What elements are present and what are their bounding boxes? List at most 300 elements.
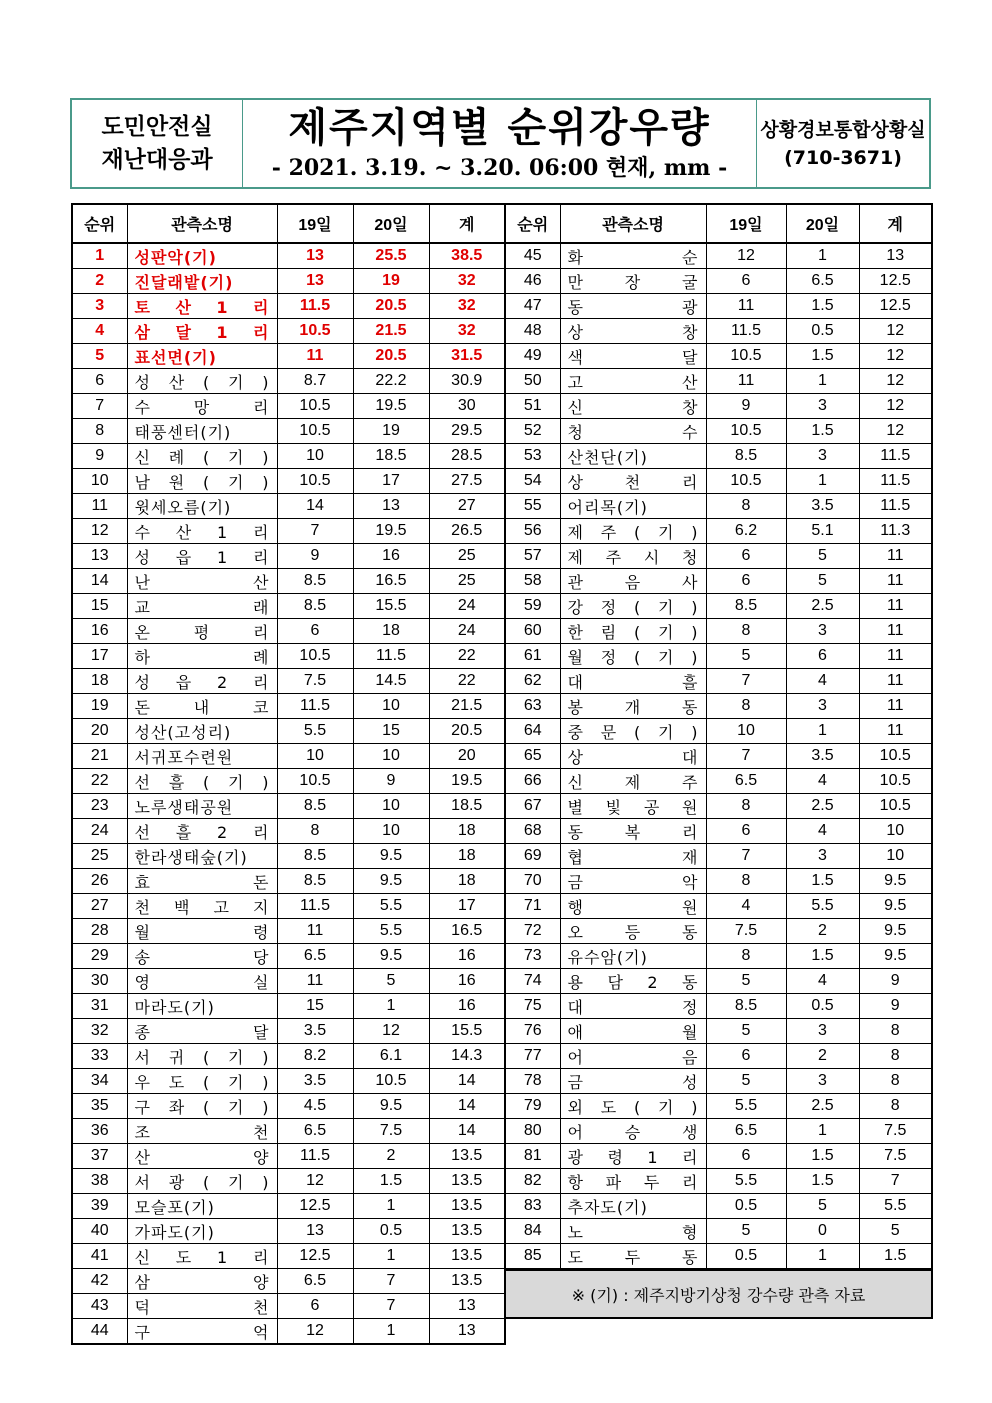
day19-cell: 8.5 — [706, 594, 786, 619]
rank-cell: 15 — [72, 594, 127, 619]
rank-cell: 11 — [72, 494, 127, 519]
total-cell: 28.5 — [429, 444, 505, 469]
day20-cell: 3 — [786, 619, 859, 644]
day19-cell: 8 — [706, 494, 786, 519]
total-cell: 32 — [429, 294, 505, 319]
day20-cell: 6 — [786, 644, 859, 669]
day20-cell: 3.5 — [786, 744, 859, 769]
total-cell: 11 — [859, 619, 932, 644]
table-row — [505, 294, 932, 319]
rank-cell: 74 — [505, 969, 560, 994]
rank-cell: 58 — [505, 569, 560, 594]
total-cell: 32 — [429, 269, 505, 294]
rank-cell: 44 — [72, 1319, 127, 1345]
day19-cell: 0.5 — [706, 1244, 786, 1269]
table-row — [72, 469, 505, 494]
station-cell: 제 주 시 청 — [560, 544, 706, 569]
day20-cell: 2.5 — [786, 794, 859, 819]
col-rank: 순위 — [505, 204, 560, 243]
total-cell: 12 — [859, 369, 932, 394]
day20-cell: 7 — [353, 1269, 429, 1294]
day19-cell: 11.5 — [277, 894, 353, 919]
table-row — [505, 1019, 932, 1044]
table-row — [72, 1044, 505, 1069]
day20-cell: 0.5 — [353, 1219, 429, 1244]
day20-cell: 4 — [786, 969, 859, 994]
day20-cell: 5 — [353, 969, 429, 994]
table-row — [72, 1269, 505, 1294]
station-cell: 금 성 — [560, 1069, 706, 1094]
day20-cell: 19.5 — [353, 519, 429, 544]
rank-cell: 39 — [72, 1194, 127, 1219]
table-row — [505, 919, 932, 944]
table-header-row — [505, 204, 932, 243]
total-cell: 13.5 — [429, 1244, 505, 1269]
rank-cell: 16 — [72, 619, 127, 644]
day19-cell: 6 — [706, 1144, 786, 1169]
day20-cell: 10 — [353, 694, 429, 719]
station-cell: 윗세오름(기) — [127, 494, 277, 519]
day20-cell: 12 — [353, 1019, 429, 1044]
table-row — [72, 494, 505, 519]
station-cell: 관 음 사 — [560, 569, 706, 594]
total-cell: 14 — [429, 1094, 505, 1119]
day20-cell: 11.5 — [353, 644, 429, 669]
total-cell: 18 — [429, 869, 505, 894]
station-cell: 온 평 리 — [127, 619, 277, 644]
total-cell: 13.5 — [429, 1169, 505, 1194]
rank-cell: 32 — [72, 1019, 127, 1044]
day20-cell: 10 — [353, 819, 429, 844]
day19-cell: 10 — [706, 719, 786, 744]
station-cell: 상 천 리 — [560, 469, 706, 494]
station-cell: 영 실 — [127, 969, 277, 994]
day19-cell: 12 — [277, 1319, 353, 1345]
station-cell: 종 달 — [127, 1019, 277, 1044]
day19-cell: 6.5 — [277, 1119, 353, 1144]
station-cell: 성 산 ( 기 ) — [127, 369, 277, 394]
table-row — [72, 794, 505, 819]
rank-cell: 80 — [505, 1119, 560, 1144]
station-cell: 천 백 고 지 — [127, 894, 277, 919]
day20-cell: 1.5 — [353, 1169, 429, 1194]
day19-cell: 12 — [706, 243, 786, 269]
day19-cell: 6 — [706, 569, 786, 594]
day19-cell: 10.5 — [706, 469, 786, 494]
station-cell: 구 억 — [127, 1319, 277, 1345]
station-cell: 성산(고성리) — [127, 719, 277, 744]
day19-cell: 6 — [706, 269, 786, 294]
day19-cell: 12.5 — [277, 1244, 353, 1269]
rank-cell: 68 — [505, 819, 560, 844]
day19-cell: 10 — [277, 444, 353, 469]
day19-cell: 6 — [706, 544, 786, 569]
table-row — [505, 594, 932, 619]
col-day19: 19일 — [706, 204, 786, 243]
day20-cell: 5 — [786, 1194, 859, 1219]
rank-cell: 83 — [505, 1194, 560, 1219]
day19-cell: 11 — [277, 969, 353, 994]
contact-office: 상황경보통합상황실 — [760, 118, 926, 141]
rank-cell: 22 — [72, 769, 127, 794]
station-cell: 한라생태숲(기) — [127, 844, 277, 869]
station-cell: 조 천 — [127, 1119, 277, 1144]
contact-box — [756, 100, 929, 187]
rank-cell: 6 — [72, 369, 127, 394]
station-cell: 구 좌 ( 기 ) — [127, 1094, 277, 1119]
day19-cell: 7 — [277, 519, 353, 544]
total-cell: 13.5 — [429, 1269, 505, 1294]
table-row — [72, 1219, 505, 1244]
day20-cell: 5 — [786, 544, 859, 569]
day19-cell: 13 — [277, 269, 353, 294]
day19-cell: 13 — [277, 1219, 353, 1244]
rank-cell: 49 — [505, 344, 560, 369]
day19-cell: 8 — [706, 694, 786, 719]
day20-cell: 10 — [353, 794, 429, 819]
station-cell: 상 대 — [560, 744, 706, 769]
day19-cell: 7 — [706, 669, 786, 694]
day19-cell: 11 — [277, 919, 353, 944]
total-cell: 18 — [429, 819, 505, 844]
rank-cell: 56 — [505, 519, 560, 544]
total-cell: 12.5 — [859, 269, 932, 294]
rank-cell: 28 — [72, 919, 127, 944]
total-cell: 19.5 — [429, 769, 505, 794]
total-cell: 32 — [429, 319, 505, 344]
rank-cell: 24 — [72, 819, 127, 844]
station-cell: 가파도(기) — [127, 1219, 277, 1244]
table-row — [72, 744, 505, 769]
table-row — [72, 1319, 505, 1345]
rainfall-table-left — [71, 203, 506, 1345]
station-cell: 토 산 1 리 — [127, 294, 277, 319]
table-row — [72, 769, 505, 794]
day19-cell: 10.5 — [277, 644, 353, 669]
day20-cell: 17 — [353, 469, 429, 494]
table-row — [505, 394, 932, 419]
table-row — [72, 869, 505, 894]
day20-cell: 20.5 — [353, 344, 429, 369]
table-row — [505, 744, 932, 769]
total-cell: 16 — [429, 944, 505, 969]
table-row — [505, 844, 932, 869]
day20-cell: 1 — [353, 994, 429, 1019]
day20-cell: 1 — [786, 369, 859, 394]
table-row — [505, 1094, 932, 1119]
rank-cell: 64 — [505, 719, 560, 744]
rank-cell: 47 — [505, 294, 560, 319]
total-cell: 7.5 — [859, 1119, 932, 1144]
total-cell: 26.5 — [429, 519, 505, 544]
rank-cell: 18 — [72, 669, 127, 694]
rank-cell: 12 — [72, 519, 127, 544]
total-cell: 12.5 — [859, 294, 932, 319]
department-line2: 재난대응과 — [101, 146, 213, 173]
rank-cell: 54 — [505, 469, 560, 494]
day19-cell: 4 — [706, 894, 786, 919]
total-cell: 9 — [859, 969, 932, 994]
station-cell: 광 령 1 리 — [560, 1144, 706, 1169]
station-cell: 금 악 — [560, 869, 706, 894]
day20-cell: 1.5 — [786, 1144, 859, 1169]
table-row — [505, 1119, 932, 1144]
table-row — [72, 569, 505, 594]
day19-cell: 5.5 — [706, 1094, 786, 1119]
day19-cell: 11.5 — [706, 319, 786, 344]
total-cell: 11 — [859, 569, 932, 594]
rank-cell: 76 — [505, 1019, 560, 1044]
rank-cell: 37 — [72, 1144, 127, 1169]
contact-phone: (710-3671) — [784, 146, 902, 169]
day20-cell: 5.5 — [786, 894, 859, 919]
day20-cell: 9.5 — [353, 944, 429, 969]
table-row — [72, 1244, 505, 1269]
table-row — [505, 894, 932, 919]
rank-cell: 5 — [72, 344, 127, 369]
total-cell: 15.5 — [429, 1019, 505, 1044]
day20-cell: 3 — [786, 444, 859, 469]
day20-cell: 18.5 — [353, 444, 429, 469]
table-row — [72, 544, 505, 569]
table-row — [505, 969, 932, 994]
day20-cell: 1 — [353, 1194, 429, 1219]
day20-cell: 19 — [353, 269, 429, 294]
rank-cell: 42 — [72, 1269, 127, 1294]
rank-cell: 2 — [72, 269, 127, 294]
day19-cell: 11.5 — [277, 694, 353, 719]
station-cell: 우 도 ( 기 ) — [127, 1069, 277, 1094]
table-row — [505, 469, 932, 494]
total-cell: 38.5 — [429, 243, 505, 269]
station-cell: 애 월 — [560, 1019, 706, 1044]
table-row — [72, 344, 505, 369]
total-cell: 9.5 — [859, 919, 932, 944]
page-title: 제주지역별 순위강우량 — [288, 104, 711, 151]
station-cell: 선 흘 ( 기 ) — [127, 769, 277, 794]
table-row — [505, 419, 932, 444]
total-cell: 27 — [429, 494, 505, 519]
day20-cell: 3 — [786, 844, 859, 869]
rank-cell: 75 — [505, 994, 560, 1019]
day20-cell: 2 — [786, 919, 859, 944]
rank-cell: 20 — [72, 719, 127, 744]
table-row — [505, 243, 932, 269]
day20-cell: 1.5 — [786, 419, 859, 444]
total-cell: 8 — [859, 1069, 932, 1094]
total-cell: 11 — [859, 644, 932, 669]
col-day19: 19일 — [277, 204, 353, 243]
rank-cell: 46 — [505, 269, 560, 294]
total-cell: 11 — [859, 694, 932, 719]
rank-cell: 9 — [72, 444, 127, 469]
total-cell: 27.5 — [429, 469, 505, 494]
total-cell: 12 — [859, 394, 932, 419]
table-row — [72, 444, 505, 469]
rank-cell: 77 — [505, 1044, 560, 1069]
day20-cell: 13 — [353, 494, 429, 519]
day20-cell: 1 — [353, 1244, 429, 1269]
station-cell: 도 두 동 — [560, 1244, 706, 1269]
day20-cell: 5.5 — [353, 919, 429, 944]
table-row — [505, 1144, 932, 1169]
rank-cell: 78 — [505, 1069, 560, 1094]
day19-cell: 8 — [277, 819, 353, 844]
day20-cell: 2.5 — [786, 1094, 859, 1119]
total-cell: 22 — [429, 669, 505, 694]
rank-cell: 50 — [505, 369, 560, 394]
total-cell: 9.5 — [859, 869, 932, 894]
table-row — [72, 669, 505, 694]
station-cell: 송 당 — [127, 944, 277, 969]
day19-cell: 13 — [277, 243, 353, 269]
rank-cell: 35 — [72, 1094, 127, 1119]
table-row — [505, 769, 932, 794]
department-box — [72, 100, 243, 187]
table-row — [505, 1069, 932, 1094]
report-period: - 2021. 3.19. ~ 3.20. 06:00 현재, mm - — [271, 154, 728, 181]
rank-cell: 41 — [72, 1244, 127, 1269]
day19-cell: 10.5 — [277, 469, 353, 494]
day20-cell: 4 — [786, 669, 859, 694]
day19-cell: 8.5 — [706, 994, 786, 1019]
day20-cell: 1 — [786, 1244, 859, 1269]
total-cell: 16 — [429, 969, 505, 994]
day19-cell: 8.2 — [277, 1044, 353, 1069]
rank-cell: 26 — [72, 869, 127, 894]
day19-cell: 6.2 — [706, 519, 786, 544]
table-row — [505, 944, 932, 969]
station-cell: 교 래 — [127, 594, 277, 619]
station-cell: 노 형 — [560, 1219, 706, 1244]
day19-cell: 6 — [277, 619, 353, 644]
day19-cell: 6.5 — [706, 1119, 786, 1144]
day19-cell: 5 — [706, 1069, 786, 1094]
table-row — [72, 1119, 505, 1144]
station-cell: 수 망 리 — [127, 394, 277, 419]
rank-cell: 62 — [505, 669, 560, 694]
total-cell: 10.5 — [859, 744, 932, 769]
rank-cell: 59 — [505, 594, 560, 619]
table-row — [72, 719, 505, 744]
day19-cell: 8.5 — [277, 594, 353, 619]
table-row — [505, 1219, 932, 1244]
day20-cell: 3 — [786, 394, 859, 419]
table-row — [72, 819, 505, 844]
day19-cell: 6 — [706, 819, 786, 844]
day20-cell: 1 — [786, 719, 859, 744]
day20-cell: 1 — [786, 469, 859, 494]
day20-cell: 9.5 — [353, 844, 429, 869]
total-cell: 7.5 — [859, 1144, 932, 1169]
station-cell: 서 귀 ( 기 ) — [127, 1044, 277, 1069]
total-cell: 12 — [859, 319, 932, 344]
rank-cell: 73 — [505, 944, 560, 969]
station-cell: 효 돈 — [127, 869, 277, 894]
day20-cell: 5.1 — [786, 519, 859, 544]
total-cell: 20.5 — [429, 719, 505, 744]
day19-cell: 10.5 — [706, 419, 786, 444]
rank-cell: 36 — [72, 1119, 127, 1144]
total-cell: 18.5 — [429, 794, 505, 819]
rank-cell: 13 — [72, 544, 127, 569]
day20-cell: 16.5 — [353, 569, 429, 594]
rank-cell: 53 — [505, 444, 560, 469]
day20-cell: 2 — [786, 1044, 859, 1069]
day20-cell: 1.5 — [786, 294, 859, 319]
table-row — [72, 519, 505, 544]
table-row — [72, 1019, 505, 1044]
day20-cell: 10 — [353, 744, 429, 769]
station-cell: 용 담 2 동 — [560, 969, 706, 994]
day19-cell: 9 — [277, 544, 353, 569]
total-cell: 11.5 — [859, 469, 932, 494]
total-cell: 10 — [859, 819, 932, 844]
table-row — [505, 719, 932, 744]
table-row — [72, 1069, 505, 1094]
total-cell: 31.5 — [429, 344, 505, 369]
table-row — [72, 1144, 505, 1169]
total-cell: 16 — [429, 994, 505, 1019]
rank-cell: 65 — [505, 744, 560, 769]
station-cell: 봉 개 동 — [560, 694, 706, 719]
day20-cell: 20.5 — [353, 294, 429, 319]
rank-cell: 43 — [72, 1294, 127, 1319]
table-row — [72, 969, 505, 994]
day19-cell: 10.5 — [277, 319, 353, 344]
table-row — [72, 919, 505, 944]
day19-cell: 0.5 — [706, 1194, 786, 1219]
station-cell: 추자도(기) — [560, 1194, 706, 1219]
day19-cell: 10.5 — [277, 394, 353, 419]
rank-cell: 60 — [505, 619, 560, 644]
rank-cell: 27 — [72, 894, 127, 919]
day19-cell: 5 — [706, 1219, 786, 1244]
day20-cell: 19.5 — [353, 394, 429, 419]
station-cell: 삼 달 1 리 — [127, 319, 277, 344]
station-cell: 표선면(기) — [127, 344, 277, 369]
station-cell: 월 정 ( 기 ) — [560, 644, 706, 669]
total-cell: 13.5 — [429, 1194, 505, 1219]
total-cell: 14.3 — [429, 1044, 505, 1069]
rank-cell: 8 — [72, 419, 127, 444]
total-cell: 8 — [859, 1019, 932, 1044]
station-cell: 수 산 1 리 — [127, 519, 277, 544]
station-cell: 한 림 ( 기 ) — [560, 619, 706, 644]
rank-cell: 4 — [72, 319, 127, 344]
table-row — [505, 869, 932, 894]
rank-cell: 69 — [505, 844, 560, 869]
station-cell: 산 양 — [127, 1144, 277, 1169]
station-cell: 마라도(기) — [127, 994, 277, 1019]
total-cell: 11.5 — [859, 444, 932, 469]
station-cell: 고 산 — [560, 369, 706, 394]
total-cell: 10.5 — [859, 794, 932, 819]
station-cell: 남 원 ( 기 ) — [127, 469, 277, 494]
day19-cell: 6 — [277, 1294, 353, 1319]
day20-cell: 18 — [353, 619, 429, 644]
station-cell: 돈 내 코 — [127, 694, 277, 719]
day19-cell: 6.5 — [277, 1269, 353, 1294]
station-cell: 동 광 — [560, 294, 706, 319]
table-row — [505, 444, 932, 469]
day20-cell: 1.5 — [786, 944, 859, 969]
rank-cell: 57 — [505, 544, 560, 569]
table-row — [72, 619, 505, 644]
day20-cell: 0 — [786, 1219, 859, 1244]
rank-cell: 19 — [72, 694, 127, 719]
col-station: 관측소명 — [127, 204, 277, 243]
